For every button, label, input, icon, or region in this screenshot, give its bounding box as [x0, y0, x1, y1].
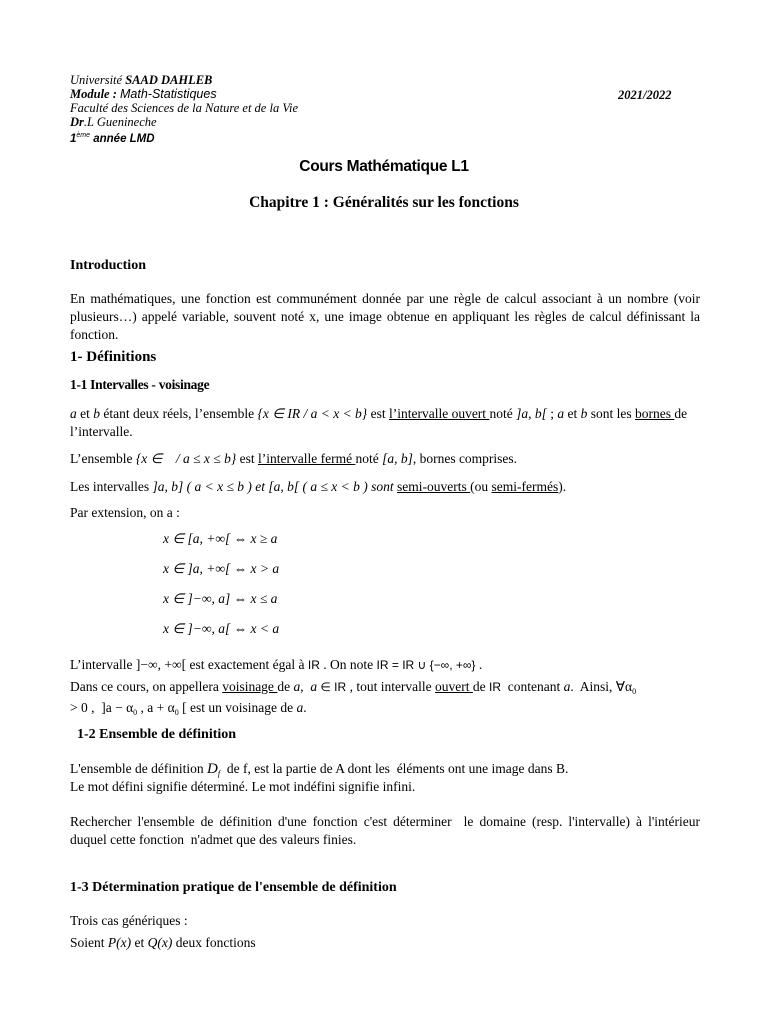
text: ).: [558, 479, 567, 494]
var-a: a: [563, 679, 571, 694]
university-name: SAAD DAHLEB: [125, 73, 213, 87]
text: , tout intervalle: [346, 679, 436, 694]
text: Soient: [70, 935, 108, 950]
text: de: [472, 679, 490, 694]
extended-reals-notation: IR = IR ∪ {−∞, +∞}: [376, 658, 476, 672]
formula: x ∈ ]a, +∞[ ⇔ x > a: [163, 561, 280, 576]
subscript: 0: [133, 708, 138, 717]
level-number: 1: [70, 133, 77, 145]
domain-symbol: D: [207, 761, 218, 777]
text: de: [674, 406, 688, 421]
interval-notation: [a, b[: [268, 479, 300, 494]
bounds-term: bornes: [634, 406, 675, 421]
university-line: [70, 73, 212, 87]
condition: ( a ≤ x < b ) sont: [299, 479, 398, 494]
text: . Ainsi,: [570, 679, 616, 694]
text: L’intervalle: [70, 657, 136, 672]
var-b: b: [580, 406, 588, 421]
text: Les intervalles: [70, 479, 153, 494]
subscript: 0: [174, 708, 179, 717]
text: .: [303, 700, 307, 715]
doctor-line: [70, 115, 157, 129]
domain-research-paragraph: Rechercher l'ensemble de définition d'une fonction c'est déterminer le domaine (resp. l'intervalle) à l'intérieur duquel cette fonction n'admet que des valeurs finies.: [70, 814, 704, 847]
neighbourhood-continuation: [70, 699, 307, 722]
forall-alpha: ∀α: [615, 679, 633, 694]
var-a: a: [293, 679, 301, 694]
subscript: 0: [632, 687, 637, 696]
closed-interval-line: [70, 450, 517, 468]
module-prefix: Module :: [70, 87, 120, 101]
semi-open-line: [70, 478, 566, 496]
text: étant deux réels, l’ensemble: [100, 406, 258, 421]
text: de: [277, 679, 294, 694]
text: est: [236, 451, 258, 466]
function-q: Q(x): [147, 935, 173, 950]
text: et: [76, 406, 94, 421]
text: est: [367, 406, 389, 421]
module-line: [70, 87, 217, 101]
text: L’ensemble: [70, 451, 136, 466]
text: (ou: [470, 479, 492, 494]
intervals-heading: 1-1 Intervalles - voisinage: [70, 377, 210, 392]
interval-notation: ]−∞, +∞[: [135, 657, 187, 672]
text: . On note: [319, 657, 377, 672]
text: de f, est la partie de A dont les éléments ont une image dans B.: [220, 761, 569, 776]
interval-notation: ]a, b]: [152, 479, 184, 494]
level-text: année LMD: [90, 133, 155, 145]
doctor-name: .L Guenineche: [83, 115, 157, 129]
semi-closed-term: semi-fermés: [491, 479, 559, 494]
function-p: P(x): [107, 935, 132, 950]
text: Dans ce cours, on appellera: [70, 679, 223, 694]
text: est exactement égal à: [186, 657, 308, 672]
open-term: ouvert: [435, 679, 473, 694]
text: [ est un voisinage de: [178, 700, 297, 715]
formula: x ∈ ]−∞, a[ ⇔ x < a: [163, 621, 280, 636]
university-prefix: Université: [70, 73, 126, 87]
open-interval-term: l’intervalle ouvert: [388, 406, 490, 421]
open-interval-line: [70, 405, 687, 423]
closed-interval-notation: [a, b]: [382, 451, 413, 466]
text: ;: [546, 406, 558, 421]
var-a: a: [557, 406, 565, 421]
real-line-sentence: [70, 656, 482, 674]
definitions-heading: 1- Définitions: [70, 349, 157, 365]
open-interval-notation: ]a, b[: [516, 406, 547, 421]
academic-year: 2021/2022: [618, 88, 672, 102]
doctor-prefix: Dr: [70, 115, 84, 129]
var-a: a: [296, 700, 304, 715]
text: noté: [489, 406, 517, 421]
neighbourhood-line: [70, 678, 636, 701]
condition: ( a < x ≤ b ) et: [183, 479, 269, 494]
introduction-heading: Introduction: [70, 258, 146, 273]
text: noté: [355, 451, 383, 466]
text: .: [475, 657, 483, 672]
text: deux fonctions: [172, 935, 256, 950]
text: contenant: [501, 679, 564, 694]
text: , a + α: [137, 700, 175, 715]
var-b: b: [93, 406, 100, 421]
formula: x ∈ ]−∞, a] ⇔ x ≤ a: [163, 591, 278, 606]
functions-line: [70, 934, 256, 952]
chapter-title: Chapitre 1 : Généralités sur les fonctions: [249, 194, 519, 211]
faculty-line: Faculté des Sciences de la Nature et de la Vie: [70, 101, 299, 115]
course-title: Cours Mathématique L1: [299, 158, 469, 175]
reals-symbol: IR: [489, 680, 502, 694]
closed-set-notation: {x ∈ / a ≤ x ≤ b}: [135, 451, 237, 466]
formula: x ∈ [a, +∞[ ⇔ x ≥ a: [163, 531, 278, 546]
text: et: [131, 935, 148, 950]
reals-symbol: IR: [307, 658, 320, 672]
text: > 0 , ]a − α: [70, 700, 134, 715]
definition-set-heading: 1-2 Ensemble de définition: [77, 727, 237, 742]
generic-cases-line: Trois cas génériques :: [70, 913, 188, 928]
text: L'ensemble de définition: [70, 761, 208, 776]
level-line: [70, 129, 155, 146]
introduction-paragraph: En mathématiques, une fonction est communément donnée par une règle de calcul associant à un nombre (voir plusieurs…) appelé variable, souvent noté x, une image obtenue en appliquant les règles de calcul définissant la fonction.: [70, 291, 700, 342]
semi-open-term: semi-ouverts: [397, 479, 471, 494]
in-reals: ∈ IR: [317, 680, 347, 694]
var-a: a: [70, 406, 77, 421]
interval-continuation: l’intervalle.: [70, 424, 133, 439]
practical-determination-heading: 1-3 Détermination pratique de l'ensemble de définition: [70, 880, 397, 895]
text: ,: [300, 679, 311, 694]
closed-interval-term: l’intervalle fermé: [257, 451, 356, 466]
defined-meaning-line: Le mot défini signifie déterminé. Le mot indéfini signifie infini.: [70, 779, 416, 794]
text: , bornes comprises.: [412, 451, 518, 466]
subscript: f: [217, 769, 221, 778]
extension-line: Par extension, on a :: [70, 505, 180, 520]
open-set-notation: {x ∈ IR / a < x < b}: [257, 406, 368, 421]
module-name: Math-Statistiques: [120, 87, 217, 101]
text: et: [564, 406, 581, 421]
var-a: a: [310, 679, 318, 694]
text: sont les: [587, 406, 635, 421]
level-superscript: ème: [76, 132, 91, 139]
neighbourhood-term: voisinage: [222, 679, 278, 694]
